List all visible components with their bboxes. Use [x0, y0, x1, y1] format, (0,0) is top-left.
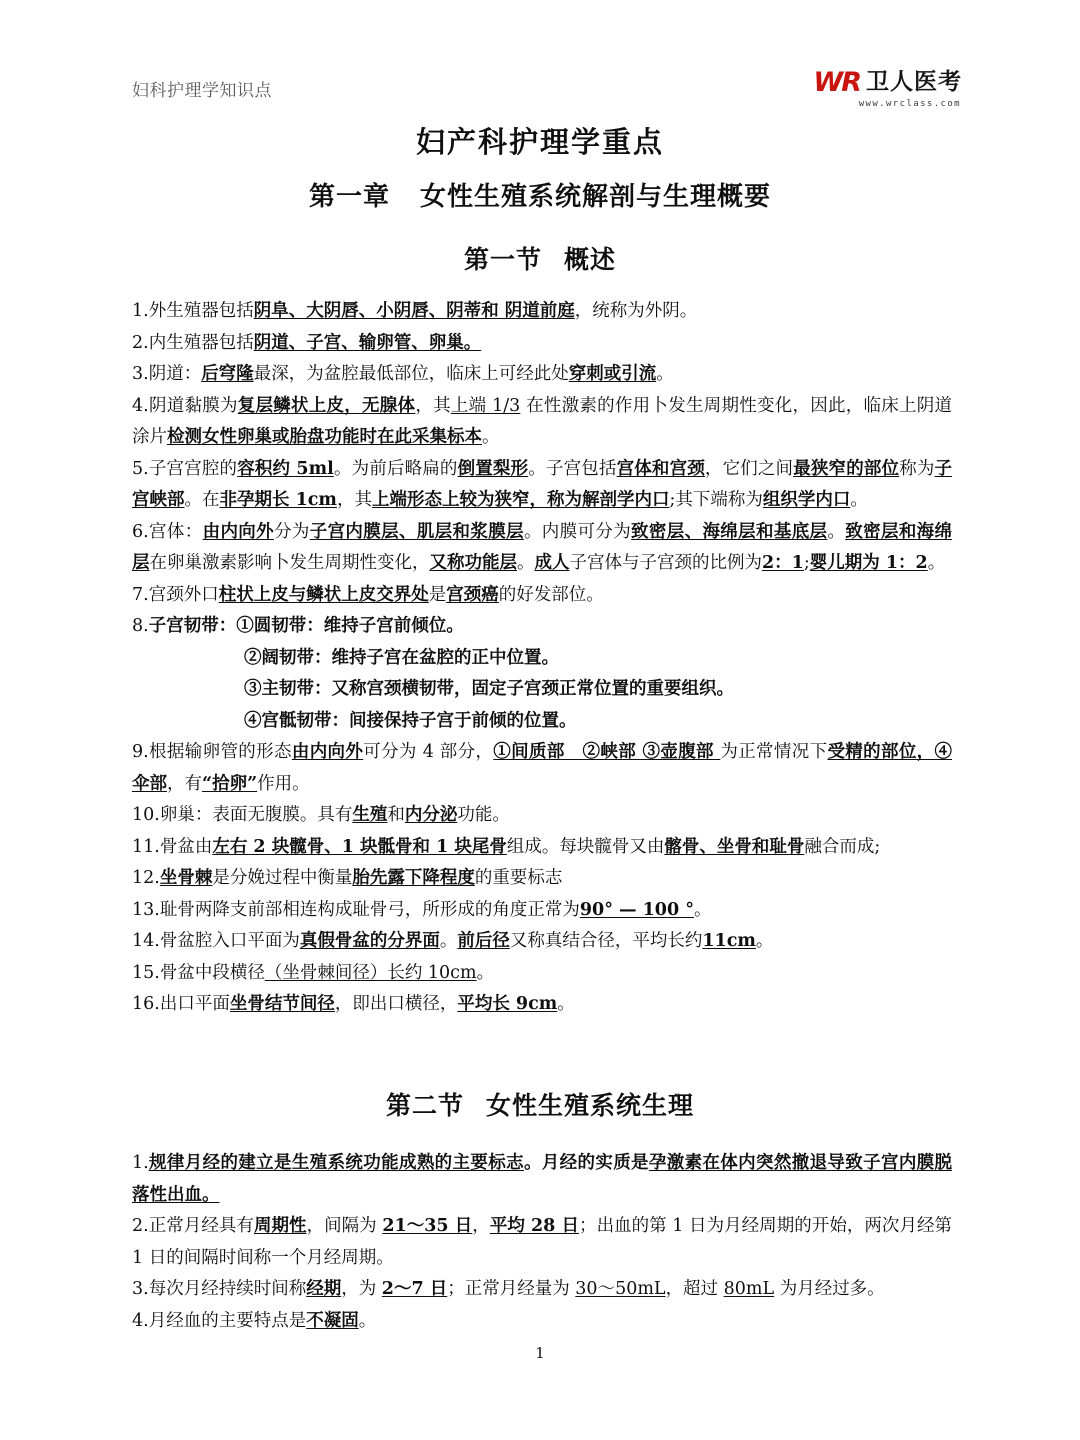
- item-number: 3.: [132, 364, 149, 384]
- text-run: 受精的部位，④伞部: [132, 742, 953, 794]
- text-run: 阴道：: [148, 364, 202, 384]
- numbered-item: [132, 517, 952, 580]
- text-run: 每次月经持续时间称: [148, 1279, 307, 1299]
- text-run: 成人: [534, 553, 570, 573]
- numbered-item: [132, 328, 952, 360]
- text-run: 。: [656, 364, 674, 384]
- text-run: 。: [694, 899, 712, 920]
- item-number: 15.: [132, 962, 160, 983]
- text-run: 髂骨、坐骨和耻骨: [664, 836, 805, 857]
- numbered-item: [132, 1306, 952, 1338]
- text-run: 。: [557, 994, 575, 1014]
- text-run: 。月经的实质是: [523, 1153, 649, 1173]
- text-run: 倒置梨形: [457, 458, 529, 479]
- item-number: 9.: [132, 742, 149, 762]
- text-run: 柱状上皮与鳞状上皮交界处: [218, 584, 429, 605]
- text-run: 为月经过多。: [774, 1279, 885, 1299]
- text-run: 是分娩过程中衡量: [212, 868, 353, 888]
- text-run: 真假骨盆的分界面: [299, 931, 440, 951]
- text-run: 穿刺或引流: [568, 364, 657, 384]
- item-number: 1.: [132, 1153, 149, 1173]
- text-run: 孕激素在体内突然撤退导致子宫内膜脱落性出血。: [132, 1153, 953, 1205]
- text-run: ；出血的第 1 日为月经周期的开始，两次月经第 1 日的间隔时间称一个月经周期。: [132, 1216, 953, 1268]
- item-number: 1.: [132, 301, 149, 321]
- text-run: 生殖系统功能成熟的主要标志: [291, 1153, 524, 1173]
- text-run: （坐骨棘间径）长约 10cm: [264, 962, 477, 983]
- text-run: 检测女性卵巢或胎盘功能时在此采集标本: [167, 427, 482, 447]
- text-run: ，其: [415, 395, 451, 416]
- text-run: 又称真结合径，平均长约: [509, 931, 703, 951]
- page-number: 1: [535, 1344, 545, 1362]
- section-two-name: 女性生殖系统生理: [486, 1091, 695, 1120]
- text-run: 由内向外: [202, 521, 275, 542]
- text-run: 阴阜、大阴唇、小阴唇、阴蒂和 阴道前庭: [253, 301, 575, 321]
- chapter-title: [0, 176, 1080, 213]
- text-run: 根据输卵管的形态: [148, 742, 292, 762]
- text-run: 前后径: [457, 931, 510, 951]
- text-run: 骨盆中段横径: [159, 962, 265, 983]
- item-number: 8.: [132, 616, 149, 636]
- numbered-item: [132, 580, 952, 612]
- text-run: 规律月经的建立是: [148, 1153, 292, 1173]
- item-number: 16.: [132, 994, 160, 1014]
- text-run: 30～50mL: [575, 1279, 666, 1299]
- section-one-name: 概述: [564, 245, 617, 274]
- sub-item-text: ④宫骶韧带：间接保持子宫于前倾的位置。: [244, 710, 577, 731]
- numbered-item: [132, 863, 952, 895]
- text-run: ，即出口横径，: [334, 994, 458, 1014]
- text-run: 90° — 100 °: [579, 899, 695, 920]
- running-head-text: 妇科护理学知识点: [132, 81, 272, 101]
- item-number: 10.: [132, 805, 160, 825]
- text-run: 子宫内膜层、肌层和浆膜层: [309, 521, 524, 542]
- numbered-item: [132, 611, 952, 643]
- text-run: 致密层、海绵层和基底层: [631, 521, 828, 542]
- text-run: 组成。每块髋骨又由: [506, 836, 665, 857]
- text-run: 。: [517, 553, 535, 573]
- text-run: 非孕期长 1cm: [219, 490, 337, 510]
- text-run: 和: [387, 805, 405, 825]
- text-run: 在性激素的作用卜发生周期性变化，因此，临床上阴道涂片: [132, 395, 953, 447]
- sub-item-text: ②阔韧带：维持子宫在盆腔的正中位置。: [244, 647, 559, 668]
- text-run: 上端形态上较为狭窄，称为解剖学内口: [371, 490, 670, 510]
- text-run: 。子宫包括: [528, 458, 617, 479]
- text-run: 融合而成;: [804, 836, 881, 857]
- text-run: 宫颈癌: [446, 584, 499, 605]
- text-run: 阴道黏膜为: [148, 395, 238, 416]
- sub-item: [132, 674, 952, 706]
- item-number: 7.: [132, 584, 149, 605]
- numbered-item: [132, 1211, 952, 1274]
- item-number: 13.: [132, 899, 160, 920]
- text-run: 为正常情况下: [720, 742, 828, 762]
- text-run: 正常月经具有: [148, 1216, 254, 1236]
- logo-brand-name: 卫人医考: [866, 69, 962, 95]
- text-run: 胎先露下降程度: [352, 868, 475, 888]
- text-run: ，: [472, 1216, 490, 1236]
- text-run: 阴道、子宫、输卵管、卵巢。: [253, 332, 482, 353]
- text-run: 。: [827, 521, 846, 542]
- text-run: 在卵巢激素影响卜发生周期性变化，: [149, 553, 430, 573]
- numbered-item: [132, 391, 952, 454]
- text-run: 生殖: [352, 805, 388, 825]
- item-number: 4.: [132, 395, 149, 416]
- text-run: 出口平面: [159, 994, 230, 1014]
- text-run: 。: [482, 427, 500, 447]
- text-run: 。: [755, 931, 774, 951]
- item-number: 5.: [132, 458, 149, 479]
- item-number: 4.: [132, 1310, 149, 1331]
- numbered-item: [132, 926, 952, 958]
- text-run: 。内膜可分为: [523, 521, 632, 542]
- text-run: 可分为 4 部分，: [363, 742, 494, 762]
- text-run: 子宫峡部: [132, 458, 953, 510]
- section-one-title: [0, 240, 1080, 276]
- numbered-item: [132, 737, 952, 800]
- text-run: 宫颈外口: [148, 584, 219, 605]
- text-run: 子宫韧带：①圆韧带：维持子宫前倾位。: [148, 616, 464, 636]
- text-run: 复层鳞状上皮，无腺体: [237, 395, 416, 416]
- text-run: 组织学内口: [762, 490, 851, 510]
- numbered-item: [132, 454, 952, 517]
- text-run: 子宫体与子宫颈的比例为: [569, 553, 762, 573]
- text-run: 又称功能层: [429, 553, 517, 573]
- text-run: 的好发部位。: [498, 584, 604, 605]
- text-run: 是: [428, 584, 447, 605]
- text-run: 后穹隆: [201, 364, 254, 384]
- numbered-item: [132, 1148, 952, 1211]
- text-run: 卵巢：表面无腹膜。具有: [159, 805, 353, 825]
- text-run: 不凝固: [306, 1310, 359, 1331]
- text-run: 。: [358, 1310, 377, 1331]
- text-run: 的重要标志: [474, 868, 563, 888]
- text-run: 最狭窄的部位: [793, 458, 900, 479]
- text-run: 功能。: [457, 805, 510, 825]
- text-run: 21～35 日: [382, 1216, 473, 1236]
- text-run: ，超过: [665, 1279, 724, 1299]
- text-run: 外生殖器包括: [148, 301, 254, 321]
- text-run: 月经血的主要特点是: [148, 1310, 307, 1331]
- text-run: “拾卵”: [202, 773, 258, 794]
- text-run: ，其: [336, 490, 372, 510]
- numbered-item: [132, 832, 952, 864]
- text-run: 最深，为盆腔最低部位，临床上可经此处: [253, 364, 569, 384]
- text-run: ，间隔为: [306, 1216, 383, 1236]
- numbered-item: [132, 359, 952, 391]
- text-run: 耻骨两降支前部相连构成耻骨弓，所形成的角度正常为: [159, 899, 580, 920]
- section-two-title: [0, 1086, 1080, 1122]
- numbered-item: [132, 1274, 952, 1306]
- text-run: 作用。: [257, 773, 310, 794]
- text-run: 2：1: [762, 553, 804, 573]
- text-run: ;: [803, 553, 810, 573]
- chapter-number: 第一章: [308, 182, 390, 212]
- text-run: 骨盆由: [159, 836, 213, 857]
- text-run: 婴儿期为 1：2: [809, 553, 928, 573]
- brand-logo: [802, 66, 962, 112]
- wr-mark-icon: WR: [813, 67, 860, 98]
- text-run: 致密层和海绵层: [132, 521, 953, 573]
- text-run: 经期: [306, 1279, 342, 1299]
- item-number: 3.: [132, 1279, 149, 1299]
- text-run: 。: [476, 962, 495, 983]
- section-one-body: [132, 296, 952, 1021]
- text-run: 分为: [274, 521, 310, 542]
- text-run: 容积约 5ml: [237, 458, 334, 479]
- text-run: 。为前后略扁的: [333, 458, 458, 479]
- sub-item-text: ③主韧带：又称宫颈横韧带，固定子宫颈正常位置的重要组织。: [244, 679, 734, 699]
- numbered-item: [132, 895, 952, 927]
- document-title: 妇产科护理学重点: [415, 125, 664, 159]
- text-run: 。: [927, 553, 946, 573]
- logo-row: [813, 69, 962, 97]
- text-run: 骨盆腔入口平面为: [159, 931, 300, 951]
- numbered-item: [132, 989, 952, 1021]
- item-number: 14.: [132, 931, 160, 951]
- text-run: 称为: [899, 458, 935, 479]
- numbered-item: [132, 958, 952, 990]
- text-run: 11cm: [702, 931, 756, 951]
- sub-item: [132, 643, 952, 675]
- chapter-name: 女性生殖系统解剖与生理概要: [420, 182, 772, 212]
- text-run: ;其下端称为: [669, 490, 763, 510]
- text-run: ；正常月经量为: [447, 1279, 576, 1299]
- text-run: ，有: [167, 773, 202, 794]
- running-header: [132, 67, 962, 120]
- text-run: ，统称为外阴。: [574, 301, 698, 321]
- item-number: 11.: [132, 836, 160, 857]
- text-run: 宫体和宫颈: [616, 458, 705, 479]
- text-run: 内分泌: [404, 805, 458, 825]
- text-run: 宫体：: [148, 521, 203, 542]
- item-number: 2.: [132, 1216, 149, 1236]
- text-run: 坐骨棘: [159, 868, 213, 888]
- logo-url: www.wrclass.com: [858, 98, 961, 109]
- section-two-body: [132, 1148, 952, 1337]
- text-run: ①间质部 ②峡部 ③壶腹部: [493, 742, 721, 762]
- numbered-item: [132, 800, 952, 832]
- text-run: 。: [850, 490, 868, 510]
- item-number: 6.: [132, 521, 149, 542]
- text-run: 80mL: [723, 1279, 775, 1299]
- text-run: 内生殖器包括: [148, 332, 254, 353]
- text-run: ，它们之间: [704, 458, 794, 479]
- section-one-number: 第一节: [463, 245, 542, 274]
- sub-item: [132, 706, 952, 738]
- text-run: 上端 1/3: [450, 395, 521, 416]
- text-run: 平均 28 日: [489, 1216, 580, 1236]
- text-run: 子宫宫腔的: [148, 458, 238, 479]
- text-run: 平均长 9cm: [457, 994, 558, 1014]
- text-run: 2～7 日: [381, 1279, 448, 1299]
- text-run: 。: [439, 931, 458, 951]
- section-two-number: 第二节: [385, 1091, 464, 1120]
- text-run: 左右 2 块髋骨、1 块骶骨和 1 块尾骨: [212, 836, 507, 857]
- text-run: 由内向外: [291, 742, 364, 762]
- numbered-item: [132, 296, 952, 328]
- item-number: 12.: [132, 868, 160, 888]
- text-run: ，为: [341, 1279, 382, 1299]
- item-number: 2.: [132, 332, 149, 353]
- text-run: 。在: [184, 490, 220, 510]
- text-run: 周期性: [253, 1216, 307, 1236]
- text-run: 坐骨结节间径: [229, 994, 335, 1014]
